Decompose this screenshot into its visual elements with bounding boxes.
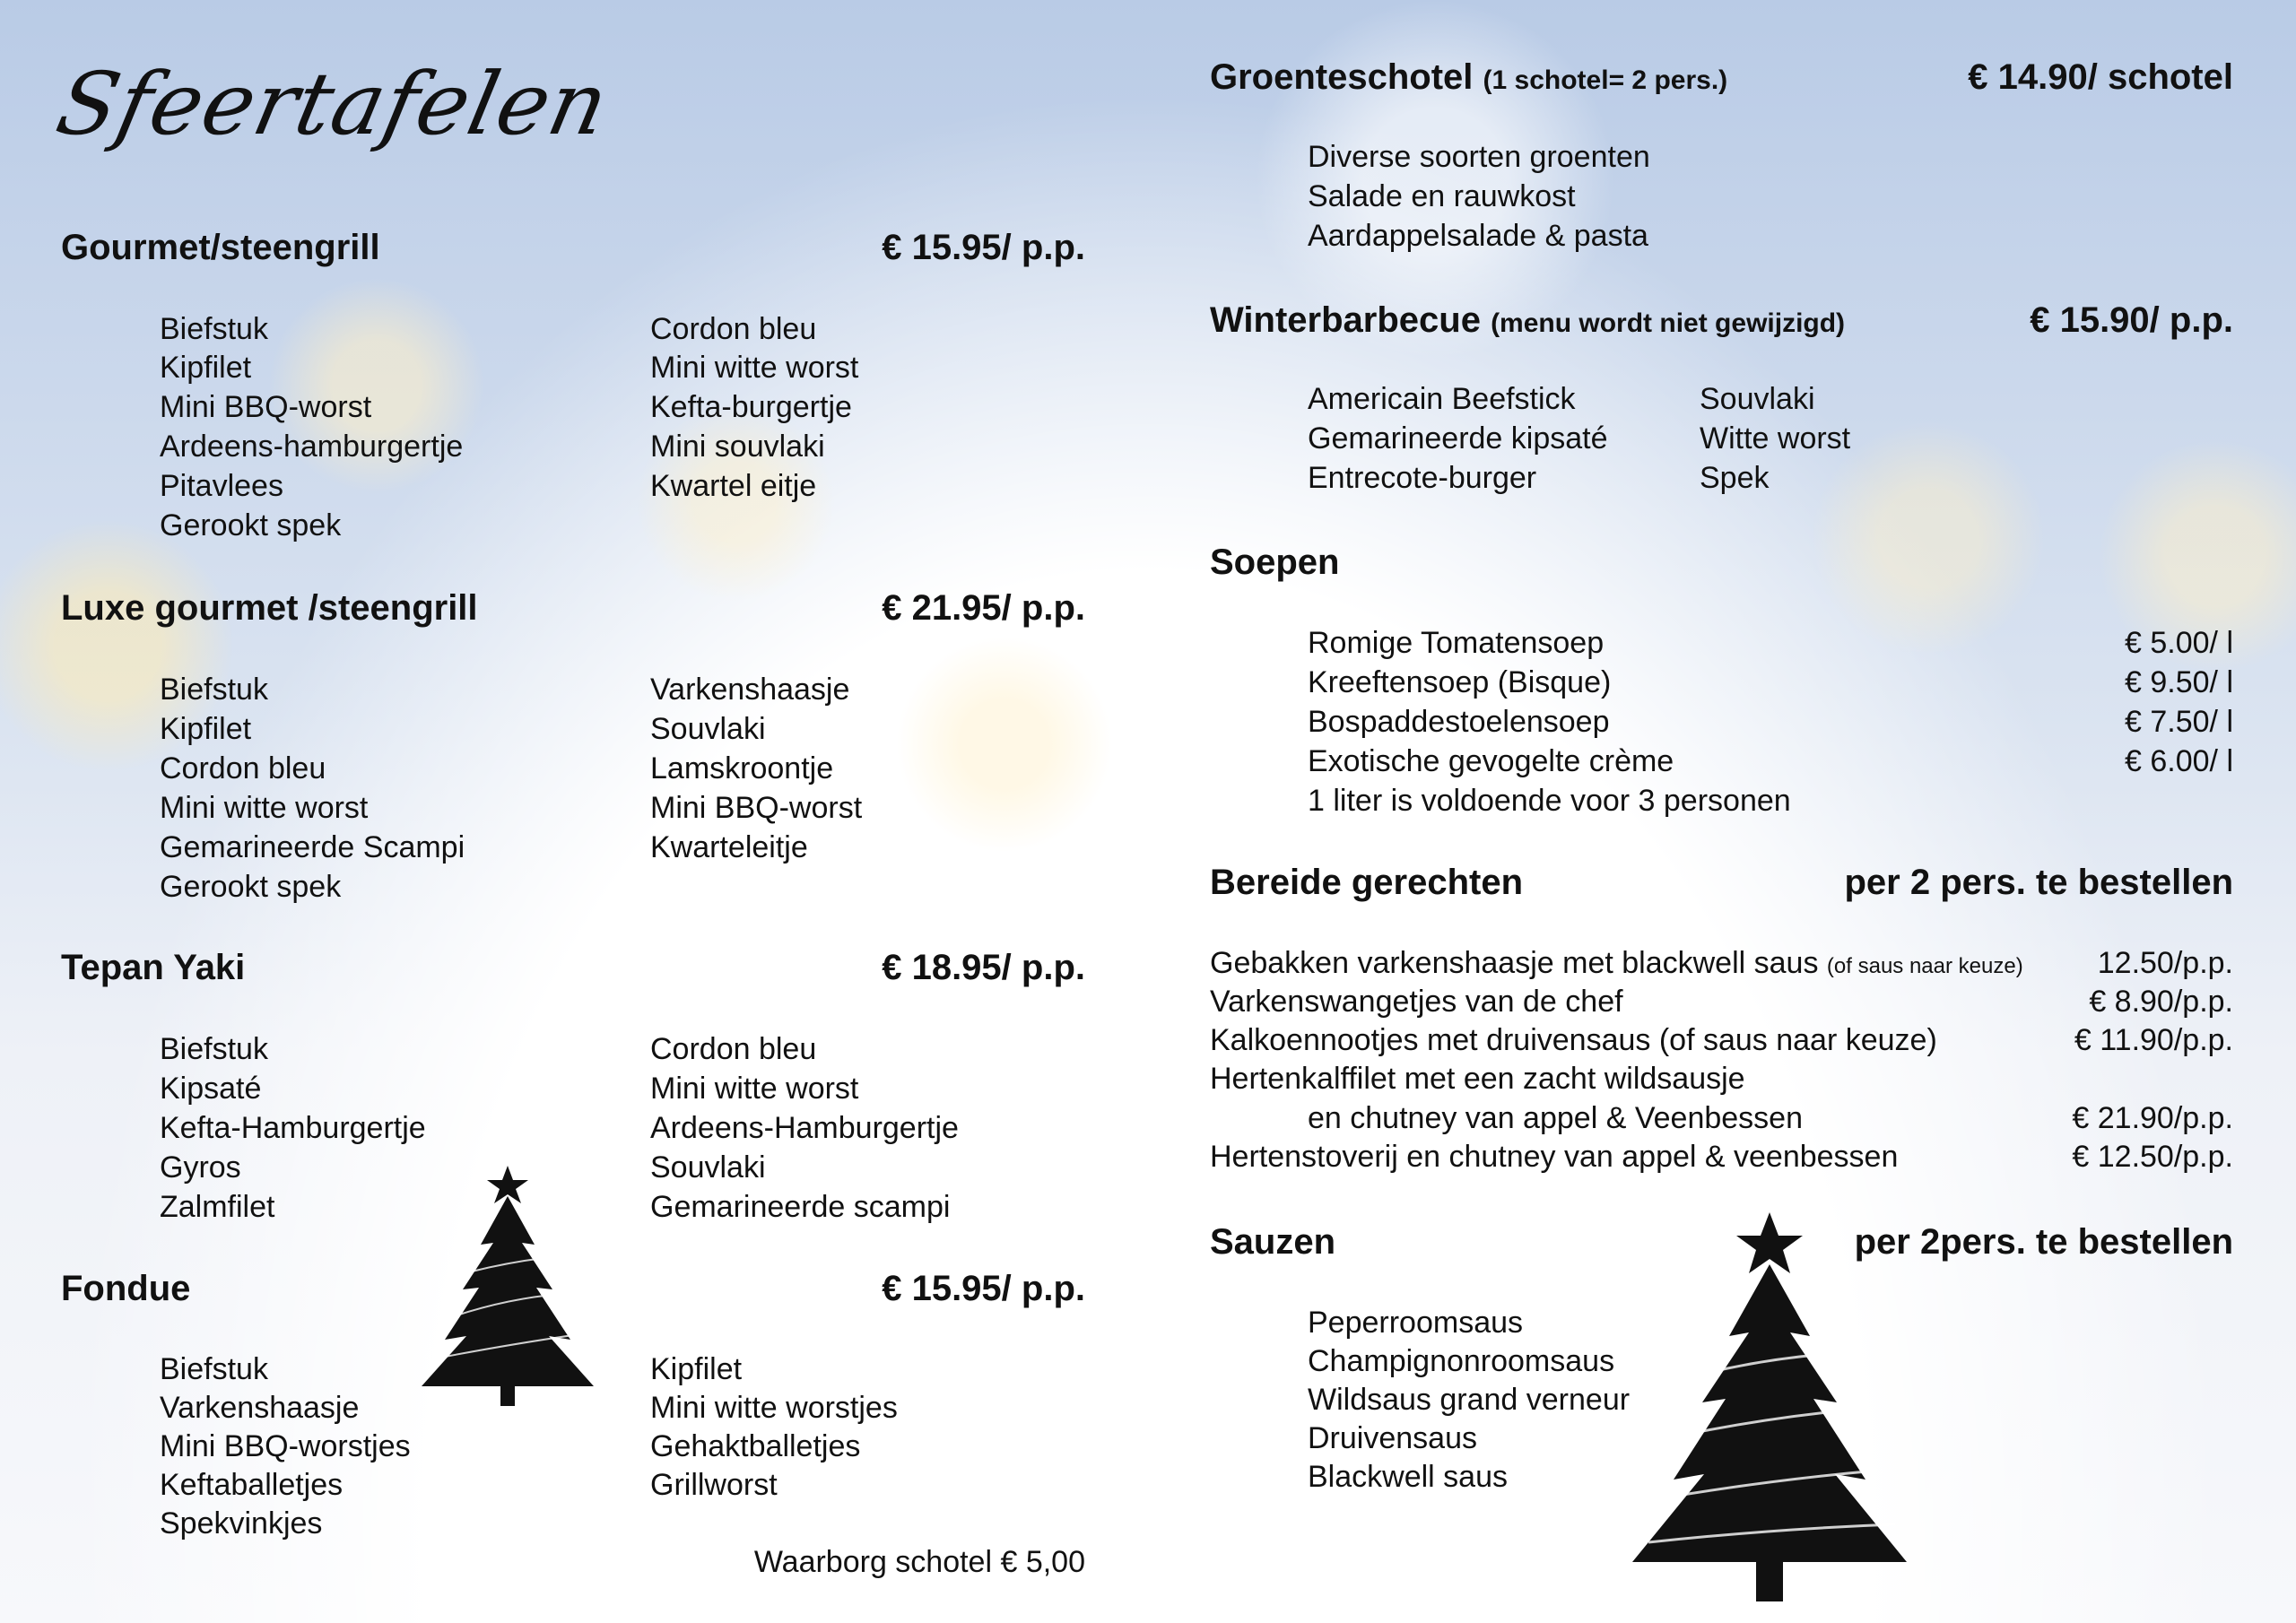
list-item: Kwartel eitje bbox=[650, 469, 817, 503]
soup-name: Bospaddestoelensoep bbox=[1308, 705, 1610, 739]
price-luxe: € 21.95/ p.p. bbox=[882, 588, 1085, 628]
list-item: Mini souvlaki bbox=[650, 430, 825, 464]
list-item: Kipfilet bbox=[160, 351, 252, 385]
groente-title: Groenteschotel bbox=[1210, 57, 1474, 97]
dish-note: (of saus naar keuze) bbox=[1826, 954, 2023, 978]
list-item: Blackwell saus bbox=[1308, 1460, 1508, 1494]
soup-price: € 9.50/ l bbox=[2125, 665, 2233, 699]
list-item: Ardeens-Hamburgertje bbox=[650, 1111, 959, 1145]
list-item: Entrecote-burger bbox=[1308, 461, 1537, 495]
soup-name: Romige Tomatensoep bbox=[1308, 626, 1605, 660]
list-item: Witte worst bbox=[1700, 421, 1851, 456]
list-item: Mini witte worst bbox=[650, 1072, 859, 1106]
soup-price: € 5.00/ l bbox=[2125, 626, 2233, 660]
list-item: Kefta-burgertje bbox=[650, 390, 852, 424]
christmas-tree-icon bbox=[418, 1164, 597, 1408]
section-title-luxe: Luxe gourmet /steengrill bbox=[61, 588, 478, 628]
price-tepan: € 18.95/ p.p. bbox=[882, 948, 1085, 987]
list-item: Biefstuk bbox=[160, 1032, 268, 1066]
price-groente: € 14.90/ schotel bbox=[1968, 57, 2233, 97]
list-item: Spekvinkjes bbox=[160, 1506, 323, 1541]
list-item: Gerookt spek bbox=[160, 870, 342, 904]
section-title-soepen: Soepen bbox=[1210, 542, 1340, 582]
sauzen-subtitle: per 2pers. te bestellen bbox=[1854, 1222, 2233, 1262]
dish-line bbox=[1210, 948, 2023, 978]
list-item: Kefta-Hamburgertje bbox=[160, 1111, 426, 1145]
dish-price: € 11.90/p.p. bbox=[2074, 1023, 2233, 1057]
list-item: Gemarineerde kipsaté bbox=[1308, 421, 1608, 456]
list-item: Cordon bleu bbox=[650, 1032, 817, 1066]
list-item: Wildsaus grand verneur bbox=[1308, 1383, 1631, 1417]
dish-name: en chutney van appel & Veenbessen bbox=[1308, 1101, 1803, 1135]
dish-name: Kalkoennootjes met druivensaus (of saus naar keuze) bbox=[1210, 1023, 1937, 1057]
section-title-winter bbox=[1210, 302, 1845, 338]
dish-name: Hertenkalffilet met een zacht wildsausje bbox=[1210, 1062, 1745, 1096]
dish-price: € 21.90/p.p. bbox=[2072, 1101, 2233, 1135]
bereide-subtitle: per 2 pers. te bestellen bbox=[1844, 863, 2233, 902]
list-item: Pitavlees bbox=[160, 469, 283, 503]
soup-note: 1 liter is voldoende voor 3 personen bbox=[1308, 784, 1791, 818]
dish-name: Gebakken varkenshaasje met blackwell saus bbox=[1210, 946, 1819, 980]
list-item: Souvlaki bbox=[650, 712, 766, 746]
list-item: Biefstuk bbox=[160, 1352, 268, 1386]
dish-name: Varkenswangetjes van de chef bbox=[1210, 985, 1623, 1019]
list-item: Kipfilet bbox=[650, 1352, 743, 1386]
list-item: Mini BBQ-worst bbox=[160, 390, 372, 424]
list-item: Kipfilet bbox=[160, 712, 252, 746]
soup-price: € 6.00/ l bbox=[2125, 744, 2233, 778]
list-item: Keftaballetjes bbox=[160, 1468, 344, 1502]
list-item: Gyros bbox=[160, 1150, 241, 1185]
list-item: Spek bbox=[1700, 461, 1770, 495]
list-item: Ardeens-hamburgertje bbox=[160, 430, 464, 464]
list-item: Mini witte worst bbox=[160, 791, 369, 825]
list-item: Biefstuk bbox=[160, 312, 268, 346]
list-item: Gemarineerde Scampi bbox=[160, 830, 465, 864]
list-item: Diverse soorten groenten bbox=[1308, 140, 1650, 174]
dish-price: 12.50/p.p. bbox=[2097, 946, 2233, 980]
page-title: Sfeertafelen bbox=[48, 54, 618, 154]
section-title-tepan: Tepan Yaki bbox=[61, 948, 246, 987]
list-item: Cordon bleu bbox=[650, 312, 817, 346]
section-title-fondue: Fondue bbox=[61, 1269, 191, 1308]
list-item: Druivensaus bbox=[1308, 1421, 1477, 1455]
list-item: Souvlaki bbox=[1700, 382, 1815, 416]
groente-note: (1 schotel= 2 pers.) bbox=[1483, 65, 1728, 95]
waarborg-note: Waarborg schotel € 5,00 bbox=[753, 1545, 1085, 1579]
list-item: Gerookt spek bbox=[160, 508, 342, 542]
dish-name: Hertenstoverij en chutney van appel & veenbessen bbox=[1210, 1140, 1899, 1174]
winter-note: (menu wordt niet gewijzigd) bbox=[1491, 308, 1846, 338]
list-item: Zalmfilet bbox=[160, 1190, 275, 1224]
list-item: Americain Beefstick bbox=[1308, 382, 1576, 416]
list-item: Champignonroomsaus bbox=[1308, 1344, 1615, 1378]
dish-price: € 12.50/p.p. bbox=[2072, 1140, 2233, 1174]
list-item: Grillworst bbox=[650, 1468, 778, 1502]
list-item: Varkenshaasje bbox=[650, 673, 850, 707]
soup-price: € 7.50/ l bbox=[2125, 705, 2233, 739]
list-item: Mini witte worstjes bbox=[650, 1391, 898, 1425]
price-fondue: € 15.95/ p.p. bbox=[882, 1269, 1085, 1308]
section-title-gourmet: Gourmet/steengrill bbox=[61, 228, 380, 267]
winter-title: Winterbarbecue bbox=[1210, 300, 1481, 340]
price-gourmet: € 15.95/ p.p. bbox=[882, 228, 1085, 267]
list-item: Mini BBQ-worst bbox=[650, 791, 863, 825]
list-item: Aardappelsalade & pasta bbox=[1308, 219, 1648, 253]
list-item: Peperroomsaus bbox=[1308, 1306, 1524, 1340]
list-item: Gemarineerde scampi bbox=[650, 1190, 951, 1224]
soup-name: Kreeftensoep (Bisque) bbox=[1308, 665, 1612, 699]
list-item: Kipsaté bbox=[160, 1072, 262, 1106]
list-item: Biefstuk bbox=[160, 673, 268, 707]
list-item: Souvlaki bbox=[650, 1150, 766, 1185]
list-item: Gehaktballetjes bbox=[650, 1429, 861, 1463]
list-item: Cordon bleu bbox=[160, 751, 326, 785]
list-item: Mini BBQ-worstjes bbox=[160, 1429, 411, 1463]
list-item: Salade en rauwkost bbox=[1308, 179, 1576, 213]
list-item: Lamskroontje bbox=[650, 751, 834, 785]
price-winter: € 15.90/ p.p. bbox=[2030, 300, 2233, 340]
list-item: Varkenshaasje bbox=[160, 1391, 360, 1425]
list-item: Mini witte worst bbox=[650, 351, 859, 385]
section-title-bereide: Bereide gerechten bbox=[1210, 863, 1524, 902]
christmas-tree-icon bbox=[1622, 1211, 1918, 1605]
section-title-sauzen: Sauzen bbox=[1210, 1222, 1336, 1262]
dish-price: € 8.90/p.p. bbox=[2089, 985, 2233, 1019]
list-item: Kwarteleitje bbox=[650, 830, 808, 864]
section-title-groente bbox=[1210, 59, 1727, 95]
soup-name: Exotische gevogelte crème bbox=[1308, 744, 1674, 778]
